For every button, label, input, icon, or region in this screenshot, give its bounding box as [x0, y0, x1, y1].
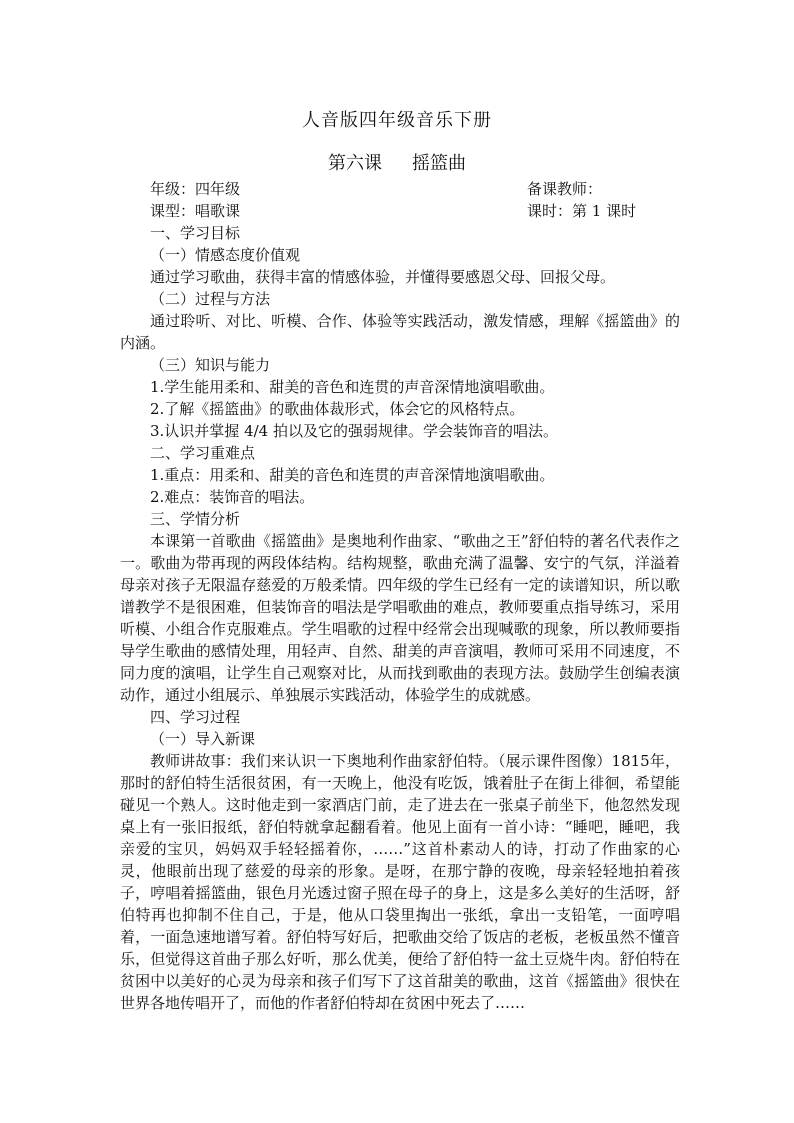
- list-item: 2.难点：装饰音的唱法。: [150, 488, 315, 506]
- document-title: 人音版四年级音乐下册: [302, 110, 492, 131]
- body-paragraph: 通过聆听、对比、听模、合作、体验等实践活动，激发情感，理解《摇篮曲》的内涵。: [120, 312, 680, 352]
- body-paragraph: 通过学习歌曲，获得丰富的情感体验，并懂得要感恩父母、回报父母。: [150, 268, 616, 286]
- lesson-title: [0, 149, 794, 175]
- subsection-heading: （二）过程与方法: [150, 290, 271, 308]
- list-item: 1.重点：用柔和、甜美的音色和连贯的声音深情地演唱歌曲。: [150, 466, 555, 484]
- subsection-heading: （一）导入新课: [150, 730, 256, 748]
- subsection-heading: （一）情感态度价值观: [150, 246, 301, 264]
- section-heading: 四、学习过程: [150, 708, 241, 726]
- grade-field: 年级：四年级: [150, 180, 241, 198]
- list-item: 1.学生能用柔和、甜美的音色和连贯的声音深情地演唱歌曲。: [150, 378, 555, 396]
- lesson-type-field: 课型：唱歌课: [150, 202, 241, 220]
- list-item: 2.了解《摇篮曲》的歌曲体裁形式，体会它的风格特点。: [150, 400, 525, 418]
- teacher-field: 备课教师：: [527, 180, 603, 198]
- lesson-number: 第六课: [328, 153, 382, 174]
- subsection-heading: （三）知识与能力: [150, 356, 271, 374]
- section-heading: 二、学习重难点: [150, 444, 256, 462]
- section-heading: 三、学情分析: [150, 510, 241, 528]
- lesson-period-field: 课时：第 1 课时: [527, 202, 637, 220]
- body-paragraph: 本课第一首歌曲《摇篮曲》是奥地利作曲家、“歌曲之王”舒伯特的著名代表作之一。歌曲为带再现的两段体结构。结构规整，歌曲充满了温馨、安宁的气氛，洋溢着母亲对孩子无限温存慈爱的万般柔情。四年级的学生已经有一定的读谱知识，所以歌谱教学不是很困难，但装饰音的唱法是学唱歌曲的难点，教师要重点指导练习，采用听模、小组合作克服难点。学生唱歌的过程中经常会出现喊歌的现象，所以教师要指导学生歌曲的感情处理，用轻声、自然、甜美的声音演唱，教师可采用不同速度，不同力度的演唱，让学生自己观察对比，从而找到歌曲的表现方法。鼓励学生创编表演动作，通过小组展示、单独展示实践活动，体验学生的成就感。: [120, 532, 680, 704]
- body-paragraph: 教师讲故事：我们来认识一下奥地利作曲家舒伯特。（展示课件图像）1815年，那时的舒伯特生活很贫困，有一天晚上，他没有吃饭，饿着肚子在街上徘徊，希望能碰见一个熟人。这时他走到一家酒店门前，走了进去在一张桌子前坐下，他忽然发现桌上有一张旧报纸，舒伯特就拿起翻看着。他见上面有一首小诗：“睡吧，睡吧，我亲爱的宝贝，妈妈双手轻轻摇着你，……”这首朴素动人的诗，打动了作曲家的心灵，他眼前出现了慈爱的母亲的形象。是呀，在那宁静的夜晚，母亲轻轻地拍着孩子，哼唱着摇篮曲，银色月光透过窗子照在母子的身上，这是多么美好的生活呀，舒伯特再也抑制不住自己，于是，他从口袋里掏出一张纸，拿出一支铅笔，一面哼唱着，一面急速地谱写着。舒伯特写好后，把歌曲交给了饭店的老板，老板虽然不懂音乐，但觉得这首曲子那么好听，那么优美，便给了舒伯特一盆土豆烧牛肉。舒伯特在贫困中以美好的心灵为母亲和孩子们写下了这首甜美的歌曲，这首《摇篮曲》很快在世界各地传唱开了，而他的作者舒伯特却在贫困中死去了……: [120, 752, 680, 1012]
- list-item: 3.认识并掌握 4/4 拍以及它的强弱规律。学会装饰音的唱法。: [150, 422, 558, 440]
- section-heading: 一、学习目标: [150, 224, 241, 242]
- song-name: 摇篮曲: [412, 153, 466, 174]
- document-body: [120, 222, 680, 1014]
